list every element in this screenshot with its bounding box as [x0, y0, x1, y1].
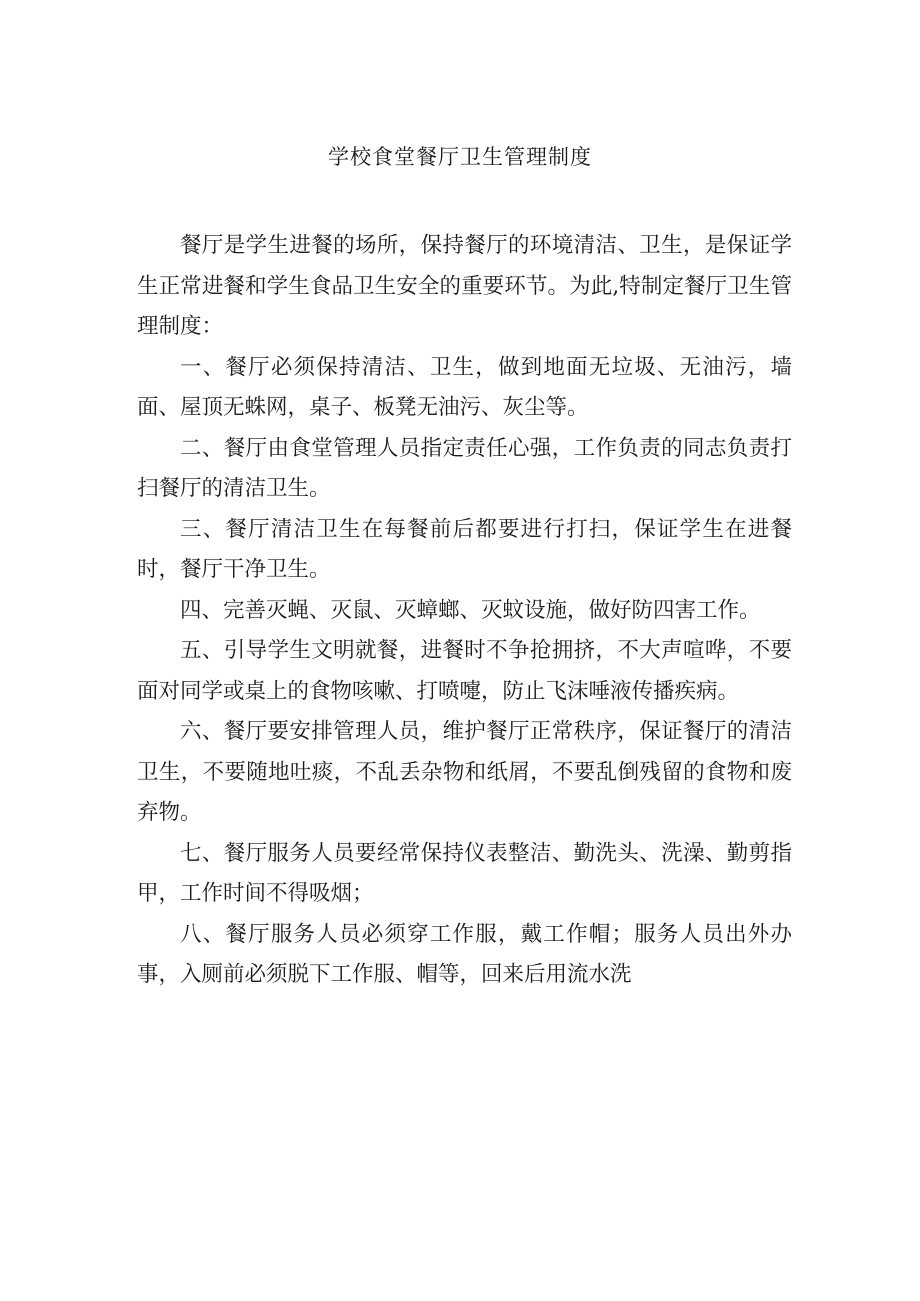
rule-paragraph-8: 八、餐厅服务人员必须穿工作服，戴工作帽；服务人员出外办事，入厕前必须脱下工作服、帽等，回来后用流水洗: [137, 921, 792, 987]
rule-paragraph-1: 一、餐厅必须保持清洁、卫生，做到地面无垃圾、无油污，墙面、屋顶无蛛网，桌子、板凳无油污、灰尘等。: [137, 354, 792, 420]
rule-paragraph-2: 二、餐厅由食堂管理人员指定责任心强，工作负责的同志负责打扫餐厅的清洁卫生。: [137, 435, 792, 501]
rule-paragraph-4: 四、完善灭蝇、灭鼠、灭蟑螂、灭蚊设施，做好防四害工作。: [180, 597, 761, 623]
rule-paragraph-3: 三、餐厅清洁卫生在每餐前后都要进行打扫，保证学生在进餐时，餐厅干净卫生。: [137, 516, 792, 582]
intro-paragraph: 餐厅是学生进餐的场所，保持餐厅的环境清洁、卫生，是保证学生正常进餐和学生食品卫生安全的重要环节。为此,特制定餐厅卫生管理制度：: [137, 233, 792, 339]
document-title: 学校食堂餐厅卫生管理制度: [328, 145, 592, 169]
rule-paragraph-5: 五、引导学生文明就餐，进餐时不争抢拥挤，不大声喧哗，不要面对同学或桌上的食物咳嗽、打喷嚏，防止飞沫唾液传播疾病。: [137, 638, 792, 704]
document-body: [137, 226, 792, 996]
rule-paragraph-7: 七、餐厅服务人员要经常保持仪表整洁、勤洗头、洗澡、勤剪指甲，工作时间不得吸烟；: [137, 840, 792, 906]
rule-paragraph-6: 六、餐厅要安排管理人员，维护餐厅正常秩序，保证餐厅的清洁卫生，不要随地吐痰，不乱丢杂物和纸屑，不要乱倒残留的食物和废弃物。: [137, 719, 792, 825]
